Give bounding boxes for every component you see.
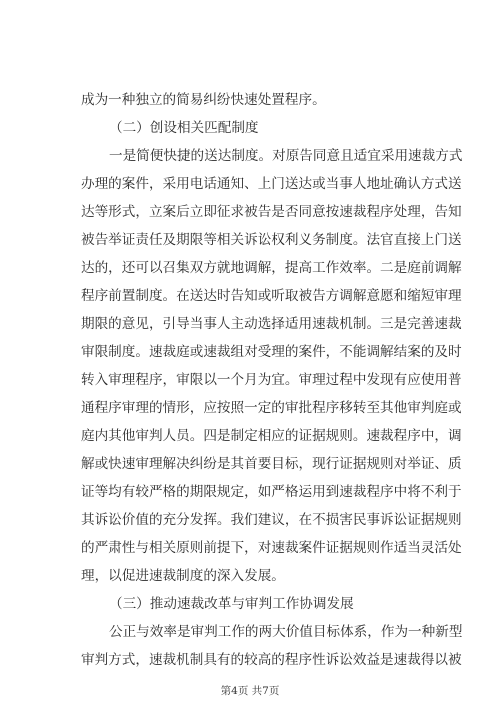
paragraph-line: 达等形式，立案后立即征求被告是否同意按速裁程序处理，告知 <box>81 204 462 220</box>
paragraph-line: 审判方式，速裁机制具有的较高的程序性诉讼效益是速裁得以被 <box>81 652 462 668</box>
paragraph-line: 程序前置制度。在送达时告知或听取被告方调解意愿和缩短审理 <box>81 288 462 304</box>
paragraph-line: 期限的意见，引导当事人主动选择适用速裁机制。三是完善速裁 <box>81 316 462 332</box>
paragraph-line: 办理的案件，采用电话通知、上门送达或当事人地址确认方式送 <box>81 176 462 192</box>
paragraph-line: 证等均有较严格的期限规定，如严格运用到速裁程序中将不利于 <box>81 484 462 500</box>
paragraph-line: 的严肃性与相关原则前提下，对速裁案件证据规则作适当灵活处 <box>81 540 462 556</box>
section-heading: （三）推动速裁改革与审判工作协调发展 <box>109 596 354 612</box>
paragraph-line: 被告举证责任及期限等相关诉讼权利义务制度。法官直接上门送 <box>81 232 462 248</box>
paragraph-line: 一是简便快捷的送达制度。对原告同意且适宜采用速裁方式 <box>109 148 463 164</box>
paragraph-line: 解或快速审理解决纠纷是其首要目标，现行证据规则对举证、质 <box>81 456 462 472</box>
paragraph-line: 审限制度。速裁庭或速裁组对受理的案件，不能调解结案的及时 <box>81 344 462 360</box>
page-number-footer: 第4页 共7页 <box>220 685 280 697</box>
paragraph-line: 理，以促进速裁制度的深入发展。 <box>81 568 285 584</box>
paragraph-line: 成为一种独立的简易纠纷快速处置程序。 <box>81 92 326 108</box>
paragraph-line: 达的，还可以召集双方就地调解，提高工作效率。二是庭前调解 <box>81 260 462 276</box>
paragraph-line: 通程序审理的情形，应按照一定的审批程序移转至其他审判庭或 <box>81 400 462 416</box>
paragraph-line: 转入审理程序，审限以一个月为宜。审理过程中发现有应使用普 <box>81 372 462 388</box>
paragraph-line: 公正与效率是审判工作的两大价值目标体系，作为一种新型 <box>109 624 463 640</box>
paragraph-line: 其诉讼价值的充分发挥。我们建议，在不损害民事诉讼证据规则 <box>81 512 462 528</box>
paragraph-line: 庭内其他审判人员。四是制定相应的证据规则。速裁程序中，调 <box>81 428 462 444</box>
section-heading: （二）创设相关匹配制度 <box>109 120 259 136</box>
